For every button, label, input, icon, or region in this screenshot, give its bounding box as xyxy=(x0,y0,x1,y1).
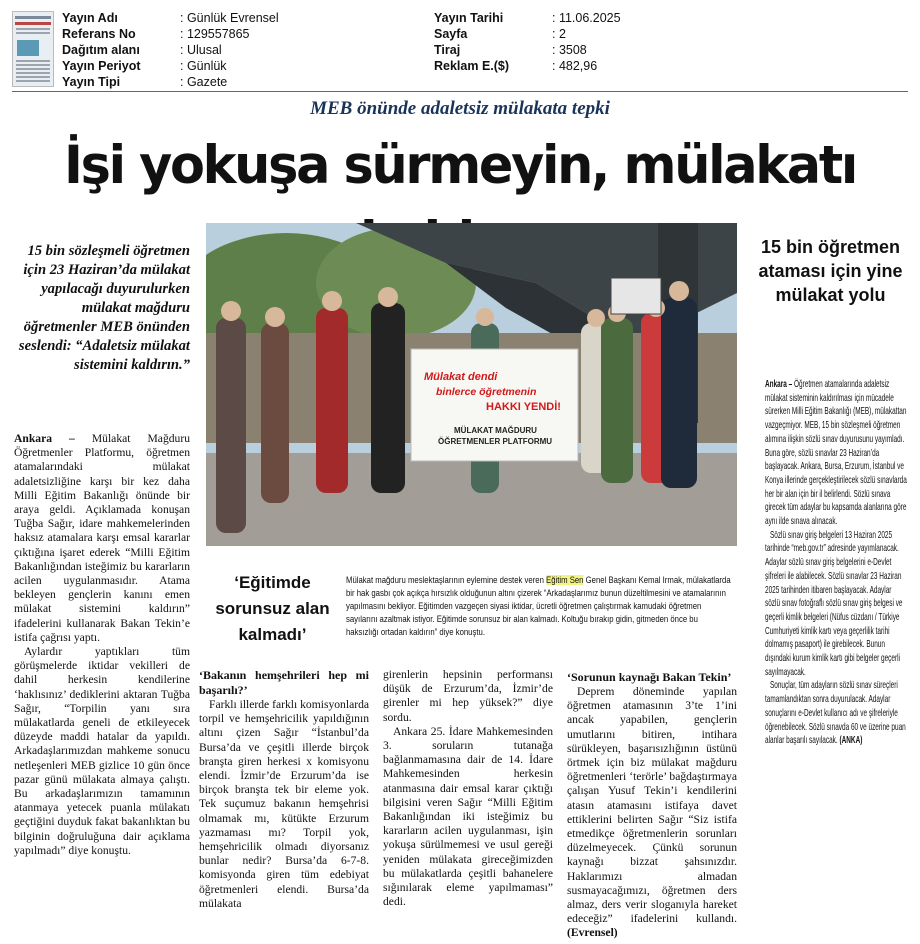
meta-row: Dağıtım alanı : Ulusal xyxy=(62,43,222,57)
highlighted-term: Eğitim Sen xyxy=(546,575,584,585)
article-column-3 xyxy=(383,668,553,909)
meta-left xyxy=(62,10,279,90)
paragraph: Ankara – Mülakat Mağduru Öğretmenler Platformu, öğretmen atamalarındaki mülakat adaletsizliğine karşı bir kez daha Milli Eğitim Bakanlığı önünde bir araya geldi. Açıklamada konuşan Tuğba Sağır, idare mahkemelerinden haksız atamalara karşı emsal kararlar çıktığına işaret ederek “Milli Eğitim Bakanlığından isteğimiz bu kararların acilen uygulanmasıdır. Atama bekleyen gençlerin kanını emen mülakat sistemini kaldırın” ifadelerini kullanarak Bakan Tekin’e istifa çağrısı yaptı. xyxy=(14,432,190,644)
meta-row: Yayın Tarihi : 11.06.2025 xyxy=(434,11,621,25)
banner-line-3: HAKKI YENDİ! xyxy=(486,401,561,413)
article-column-4 xyxy=(567,670,737,941)
banner-line-4: MÜLAKAT MAĞDURU xyxy=(454,426,537,435)
sidebar-headline: 15 bin öğretmen ataması için yine mülakat yolu xyxy=(758,237,903,305)
page-thumbnail xyxy=(12,11,54,87)
header-divider xyxy=(12,91,908,92)
paragraph: Sözlü sınav giriş belgeleri 13 Haziran 2025 tarihinde “meb.gov.tr” adresinde yayımlanacak. Adaylar sözlü sınav giriş belgelerini e-Devlet şifreleri ile alabilecek. Sözlü sınavlar 23 Haziran 2025 tarihinden itibaren başlayacak. Adaylar sözlü sınav fotoğraflı sözlü sınav giriş belgesi ve geçerli kimlik belgeleri (Nüfus cüzdanı / Türkiye Cumhuriyeti kimlik kartı veya geçerlilik tarihi dolmamış pasaport) ile girebilecek. Bunun dışındaki kurum kimlik kartı gibi belgeler geçerli sayılmayacak. xyxy=(765,529,903,678)
banner-line-1: Mülakat dendi xyxy=(424,371,498,383)
protest-photo-illustration xyxy=(206,223,737,546)
paragraph: Deprem döneminde yapılan öğretmen atamasının 3’te 1’ini ancak yapabilen, gençlerin umutlarını bitiren, intihara sürükleyen, başarısızlığının üstünü örtmek için biz mülakat mağduru öğretmenleri ‘terörle’ bağdaştırmaya çalışan Yusuf Tekin’i kendilerini atasın atamasını istifaya davet ettiklerini belirten Sağır “Siz istifa etmedikçe öğretmenlerin sorunları düzelmeyecek. Çünkü sorunun kaynağı bizzat şahsınızdır. Haklarımızı almadan susmayacağımızı, öğretmen ders almaz, ders verir sloganıyla hareket edeceğiz” ifadelerini kullandı. (Evrensel) xyxy=(567,685,737,940)
meta-row: Tiraj : 3508 xyxy=(434,43,587,57)
dateline: Ankara – xyxy=(765,379,793,390)
meta-row: Yayın Adı : Günlük Evrensel xyxy=(62,11,279,25)
kicker: MEB önünde adaletsiz mülakata tepki xyxy=(310,98,610,119)
meta-row: Sayfa : 2 xyxy=(434,27,566,41)
meta-row: Yayın Periyot : Günlük xyxy=(62,59,227,73)
meta-row: Yayın Tipi : Gazete xyxy=(62,75,228,89)
protest-photo xyxy=(206,223,737,546)
dateline: Ankara – xyxy=(14,432,75,445)
article-column-1 xyxy=(14,432,190,858)
paragraph: Ankara – Öğretmen atamalarında adaletsiz mülakat sisteminin kaldırılması için mücadele sürerken Milli Eğitim Bakanlığı (MEB), mülakattan vazgeçmiyor. MEB, 15 bin sözleşmeli öğretmen alımına ilişkin sözlü sınav duyurusunu yayımladı. Buna göre, sözlü sınavlar 23 Haziran’da başlayacak. Ankara, Bursa, Erzurum, İstanbul ve Konya illerinde gerçekleştirilecek sözlü sınavlarda her bir alan için bir il belirlendi. Sözlü sınava girecek tüm adaylar bu kapsamda alanlarına göre aynı ilde sınava alınacak. xyxy=(765,379,907,528)
subhead: ‘Bakanın hemşehrileri hep mi başarılı?’ xyxy=(199,668,369,697)
paragraph: Farklı illerde farklı komisyonlarda torpil ve hemşehricilik yapıldığının altını çizen Sağır “İstanbul’da Bursa’da ve çeşitli illerde birçok branşta giren herkesi x komisyonu elendi. İzmir’de Erzurum’da ise birçok branşta tek bir eleme yok. Tek suçumuz bakanın hemşehrisi olmamak mı, kütükte Erzurum yazmaması mı? Torpil yok, hemşehricilik olmadı diyorsanız bunlar nedir? Bursa’da 6-7-8. komisyonda giren tüm edebiyat öğretmenleri elendi. Bursa’da mülakata xyxy=(199,698,370,910)
paragraph: Aylardır yaptıkları tüm görüşmelerde iktidar vekilleri de dahil herkesin kendilerine ‘haklısınız’ dediklerini aktaran Tuğba Sağır, “Torpilin yanı sıra mülakatlarda geneli de etkileyecek düzeyde maddi hatalar da yapıldı. Arkadaşlarımızdan mahkeme sonucu netleşenleri MEB gizlice 10 gün önce pazar günü mülakata almaya çalıştı. Bu arkadaşlarımızın tamamının atanmaya yetecek puanla mülakatı geçtiğini duyduk fakat bakanlıktan bu bilginin doğruluğuna dair açıklama yapılmadı” diye konuştu. xyxy=(14,645,190,857)
signature: (Evrensel) xyxy=(567,926,618,940)
sidebar-text xyxy=(765,378,908,748)
subhead: ‘Sorunun kaynağı Bakan Tekin’ xyxy=(567,670,732,684)
signature: (ANKA) xyxy=(839,735,863,747)
meta-row: Reklam E.($) : 482,96 xyxy=(434,59,598,73)
paragraph: Sonuçlar, tüm adayların sözlü sınav süreçleri tamamlandıktan sonra duyurulacak. Adaylar sonuçlarını e-Devlet kullanıcı adı ve şifreleriyle öğrenebilecek. Sözlü sınavda 60 ve üzerine puan alanlar başarılı sayılacak. (ANKA) xyxy=(765,680,906,747)
banner-line-5: ÖĞRETMENLER PLATFORMU xyxy=(438,437,553,446)
paragraph: girenlerin hepsinin performansı düşük de Erzurum’da, İzmir’de girenler mi hep yüksek?” diye sordu. xyxy=(383,668,553,724)
banner-line-2: binlerce öğretmenin xyxy=(436,386,537,398)
article-column-2 xyxy=(199,668,369,911)
meta-right xyxy=(434,10,621,74)
quote-head: ‘Eğitimde sorunsuz alan kalmadı’ xyxy=(215,573,330,644)
spot-text: 15 bin sözleşmeli öğretmen için 23 Haziran’da mülakat yapılacağı duyurulurken mülakat mağduru öğretmenler MEB önünden seslendi: “Adaletsiz mülakat sistemini kaldırın.” xyxy=(18,243,190,373)
headline: İşi yokuşa sürmeyin, mülakatı xyxy=(63,135,856,196)
paragraph: Ankara 25. İdare Mahkemesinden 3. soruların tutanağa bağlanmamasına dair de 14. İdare Mahkemesinden herkesin atanmasına dair emsal karar çıktığı bilgisini veren Sağır “Milli Eğitim Bakanlığından iki isteğimiz bu kararların acilen uygulanması, işin yokuşa sürülmemesi ve usul gereği yeniden mülakata gireceğimizden bu mülakatlarda çeşitli bahanelere sığınılarak eleme yapılmaması” dedi. xyxy=(383,724,553,909)
photo-caption: Mülakat mağduru meslektaşlarının eylemine destek veren Eğitim Sen Genel Başkanı Kemal Irmak, mülakatlarda bir hak gasbı çok açıkça hırsızlık olduğunun altını çizerek “Arkadaşlarımız bunun düzeltilmesini ve atamalarının yapılmasını bekliyor. Eğitimden vazgeçen siyasi iktidar, ücretli öğretmen çalıştırmak kamudaki öğretmen sayılarını azaltmak istiyor. Eğitimde sorunsuz bir alan kalmadı. Koltuğu bırakıp gidin, gitmeden önce bu haksızlığı ortadan kaldırın” diye konuştu. xyxy=(346,575,731,637)
meta-row: Referans No : 129557865 xyxy=(62,27,250,41)
